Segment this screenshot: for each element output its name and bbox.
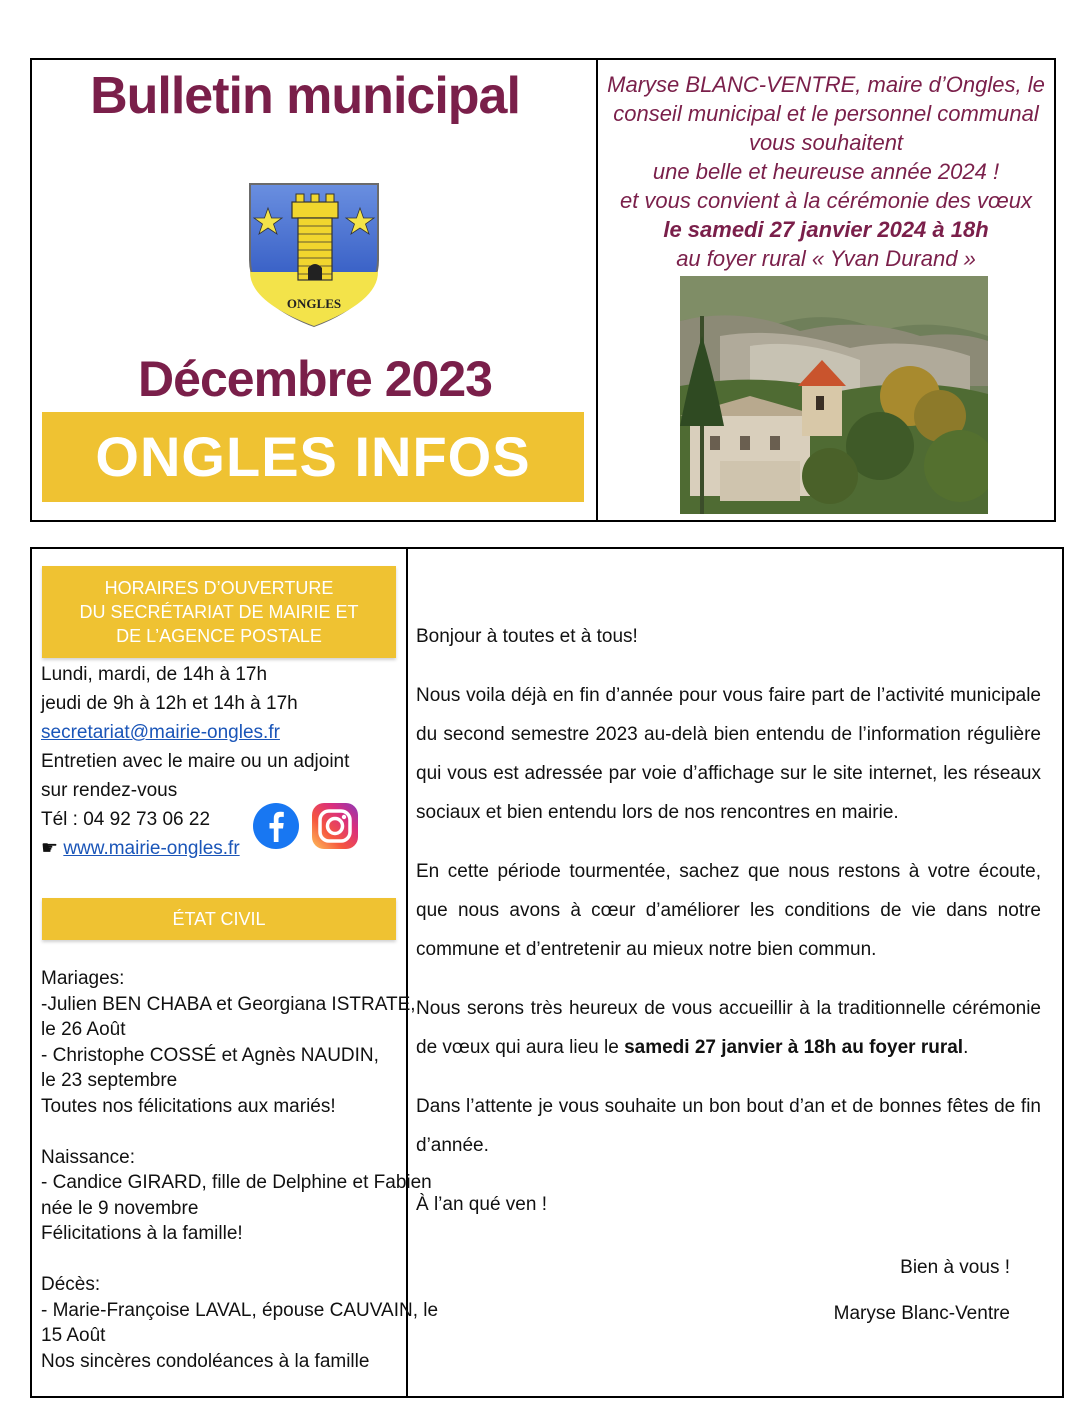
phone-number: Tél : 04 92 73 06 22 [41, 809, 211, 830]
ongles-crest-logo [246, 180, 382, 330]
hours-line-4: sur rendez-vous [41, 780, 178, 801]
hours-heading-line-1: HORAIRES D’OUVERTURE [104, 578, 334, 598]
etat-civil-heading: ÉTAT CIVIL [42, 898, 396, 940]
letter-paragraph-5: À l’an qué ven ! [416, 1194, 547, 1215]
deces-condolences: Nos sincères condoléances à la famille [41, 1350, 370, 1372]
deces-1b: 15 Août [41, 1325, 106, 1346]
ongles-infos-banner: ONGLES INFOS [42, 412, 584, 502]
wishes-date: le samedi 27 janvier 2024 à 18h [663, 217, 989, 242]
letter-paragraph-3: Nous serons très heureux de vous accueillir à la traditionnelle cérémonie de vœux qui aura lieu le samedi 27 janvier à 18h au foyer rural. [416, 998, 1041, 1058]
mariage-2b: le 23 septembre [41, 1070, 178, 1091]
issue-month: Décembre 2023 [138, 351, 492, 407]
letter-paragraph-4: Dans l’attente je vous souhaite un bon bout d’an et de bonnes fêtes de fin d’année. [416, 1096, 1041, 1156]
wishes-line-2: conseil municipal et le personnel communal [613, 101, 1039, 126]
naissance-title: Naissance: [41, 1146, 135, 1168]
village-photo [680, 276, 988, 514]
letter-signoff [820, 1245, 1010, 1337]
mariage-1a: -Julien BEN CHABA et Georgiana ISTRATE, [41, 993, 416, 1015]
wishes-line-3: vous souhaitent [748, 130, 904, 155]
mariages-congrats: Toutes nos félicitations aux mariés! [41, 1095, 336, 1117]
wishes-line-4: une belle et heureuse année 2024 ! [652, 159, 1000, 184]
deces-1a: - Marie-Françoise LAVAL, épouse CAUVAIN, le [41, 1299, 439, 1321]
wishes-place: au foyer rural « Yvan Durand » [676, 246, 976, 271]
new-year-wishes [600, 70, 1052, 273]
hours-heading-line-3: DE L’AGENCE POSTALE [116, 626, 322, 646]
hours-heading-line-2: DU SECRÉTARIAT DE MAIRIE ET [79, 602, 359, 622]
hours-line-2: jeudi de 9h à 12h et 14h à 17h [41, 693, 298, 714]
opening-hours-heading [42, 566, 396, 658]
hours-line-1: Lundi, mardi, de 14h à 17h [41, 664, 268, 685]
opening-hours [41, 660, 349, 863]
header-divider [596, 60, 598, 520]
mariage-2a: - Christophe COSSÉ et Agnès NAUDIN, [41, 1044, 379, 1066]
bulletin-title: Bulletin municipal [90, 67, 520, 125]
etat-civil-list [41, 966, 438, 1374]
letter-paragraph-2: En cette période tourmentée, sachez que nous restons à votre écoute, que nous avons à cœur d’améliorer les conditions de vie dans notre commune et d’entretenir au mieux notre bien commun. [416, 861, 1041, 960]
naissance-1b: née le 9 novembre [41, 1197, 199, 1219]
letter-greeting: Bonjour à toutes et à tous! [416, 626, 638, 647]
wishes-line-1: Maryse BLANC-VENTRE, maire d’Ongles, le [607, 72, 1045, 97]
hours-line-3: Entretien avec le maire ou un adjoint [41, 751, 350, 772]
mayor-letter [416, 617, 1041, 1244]
instagram-icon[interactable] [311, 802, 359, 850]
naissance-congrats: Félicitations à la famille! [41, 1223, 243, 1244]
signature: Maryse Blanc-Ventre [833, 1303, 1010, 1324]
deces-title: Décès: [41, 1274, 101, 1295]
letter-paragraph-1: Nous voila déjà en fin d’année pour vous faire part de l’activité municipale du second semestre 2023 au-delà bien entendu de l’information régulière qui vous est adressée par voie d’affichage sur le site internet, les réseaux sociaux et bien entendu lors de nos rencontres en mairie. [416, 685, 1041, 823]
mariages-title: Mariages: [41, 968, 125, 989]
facebook-icon[interactable] [252, 802, 300, 850]
pointing-hand-icon: ☛ [41, 838, 59, 859]
crest-label: ONGLES [286, 296, 342, 311]
ceremony-date-bold: samedi 27 janvier à 18h au foyer rural [624, 1037, 964, 1058]
wishes-line-5: et vous convient à la cérémonie des vœux [619, 188, 1033, 213]
naissance-1a: - Candice GIRARD, fille de Delphine et Fabien [41, 1172, 432, 1193]
mariage-1b: le 26 Août [41, 1019, 126, 1040]
website-link[interactable]: www.mairie-ongles.fr [63, 838, 240, 859]
email-link[interactable]: secretariat@mairie-ongles.fr [41, 722, 280, 743]
closing-phrase: Bien à vous ! [900, 1257, 1010, 1278]
